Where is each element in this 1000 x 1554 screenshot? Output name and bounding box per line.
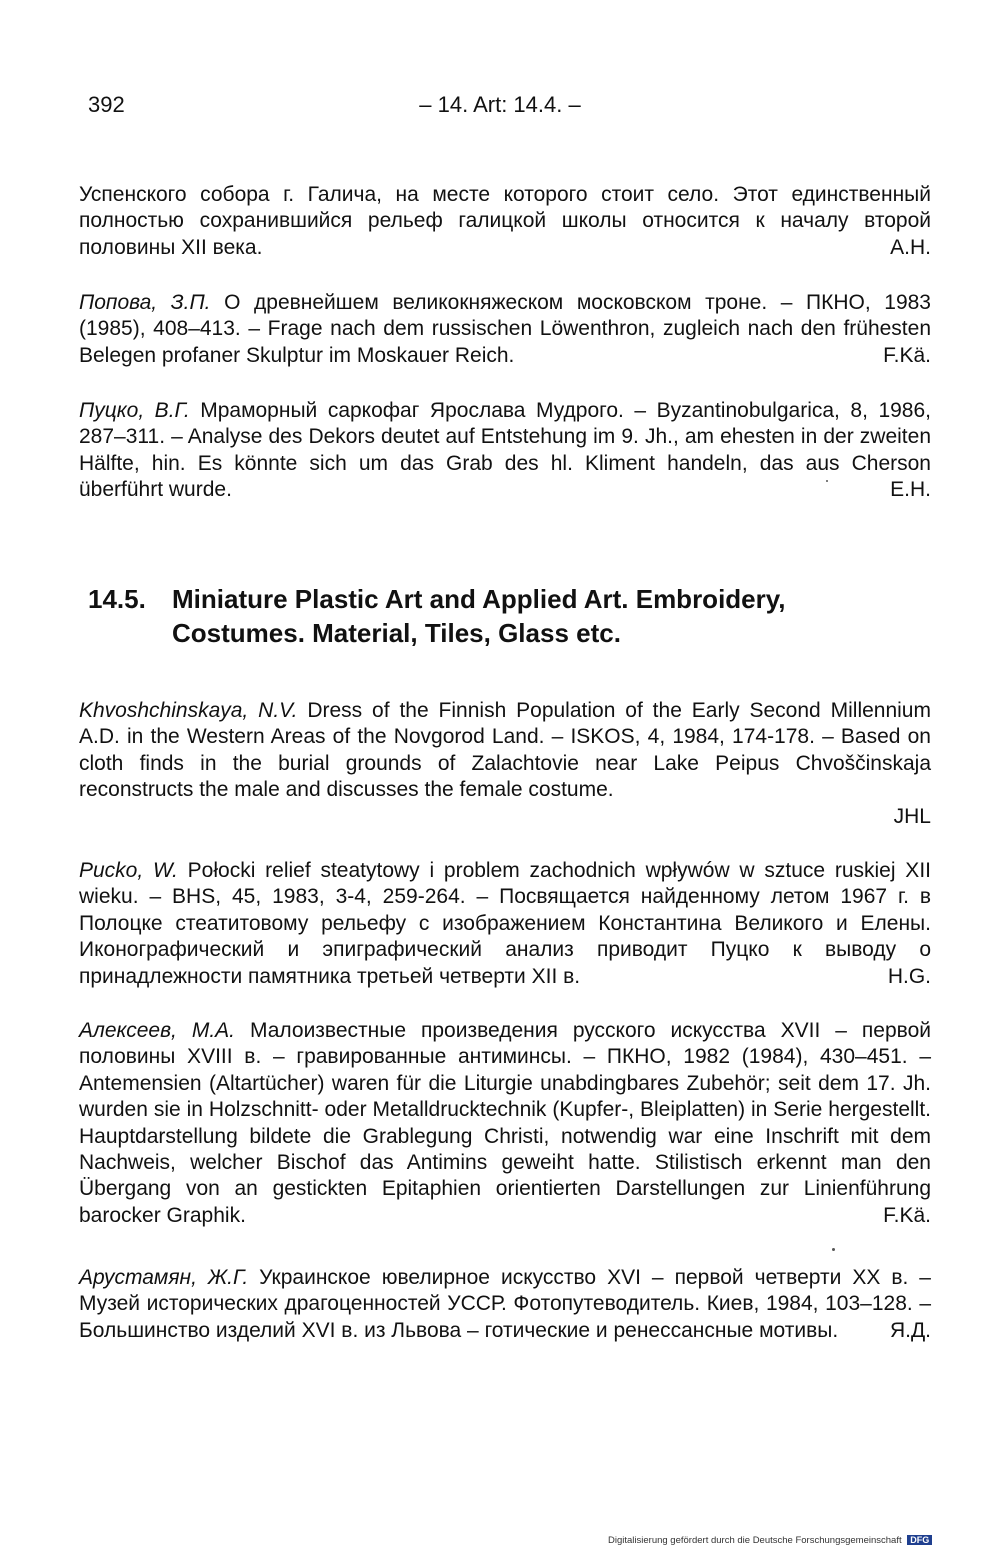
- entry-arustamyan: [79, 1265, 931, 1344]
- entry-signature: F.Kä.: [883, 1203, 931, 1227]
- entry-signature: H.G.: [887, 964, 931, 988]
- entry-signature: F.Kä.: [883, 343, 931, 367]
- section-number: 14.5.: [88, 584, 146, 614]
- page-number: 392: [88, 92, 125, 117]
- dfg-logo: DFG: [907, 1535, 932, 1545]
- entry-pucko: [79, 858, 931, 990]
- section-title-line1: Miniature Plastic Art and Applied Art. Embroidery,: [172, 584, 786, 614]
- scan-speck: [826, 480, 828, 482]
- entry-signature: E.H.: [890, 478, 931, 502]
- footer-text: Digitalisierung gefördert durch die Deutsche Forschungsgemeinschaft: [608, 1535, 902, 1546]
- entry-author: Арустамян, Ж.Г.: [79, 1266, 249, 1289]
- entry-text: Украинское ювелирное искусство XVI – первой четверти XX в. – Музей исторических драгоценностей УССР. Фотопутеводитель. Киев, 1984, 103–128. – Большинство изделий XVI в. из Львова – готические и ренессансные мотивы.: [79, 1266, 931, 1342]
- entry-signature: JHL: [893, 804, 931, 828]
- entry-text: Малоизвестные произведения русского искусства XVII – первой половины XVIII в. – гравированные антиминсы. – ПКНО, 1982 (1984), 430–451. – Antemensien (Altartücher) waren für die Liturgie unabdingbares Zubehör; seit dem 17. Jh. wurden sie in Holzschnitt- oder Metalldrucktechnik (Kupfer-, Bleiplatten) in Serie hergestellt. Hauptdarstellung bildete die Grablegung Christi, notwendig war eine Inschrift mit dem Nachweis, welcher Bischof das Antimins geweiht hatte. Stilistisch erkennt man den Übergang von an gestickten Epitaphien orientierten Darstellungen zur Linienführung barocker Graphik.: [79, 1019, 931, 1227]
- entry-khvoshchinskaya: [79, 698, 931, 830]
- entry-author: Пуцко, В.Г.: [79, 399, 190, 422]
- section-heading: [88, 582, 786, 650]
- entry-popova: [79, 290, 931, 369]
- entry-author: Pucko, W.: [79, 859, 178, 882]
- footer-credit: [608, 1535, 932, 1546]
- entry-author: Алексеев, М.А.: [79, 1019, 236, 1042]
- running-title: – 14. Art: 14.4. –: [419, 92, 581, 117]
- section-title-line2: Costumes. Material, Tiles, Glass etc.: [172, 618, 621, 648]
- entry-signature: А.Н.: [890, 235, 931, 259]
- entry-author: Khvoshchinskaya, N.V.: [79, 699, 298, 722]
- entry-putsko: [79, 398, 931, 504]
- scan-speck: [832, 1248, 835, 1251]
- entry-text: Połocki relief steatytowy i problem zachodnich wpływów w sztuce ruskiej XII wieku. – BHS, 45, 1983, 3-4, 259-264. – Посвящается найденному летом 1967 г. в Полоцке стеатитовому рельефу с изображением Константина Великого и Елены. Иконографический и эпиграфический анализ приводит Пуцко к выводу о принадлежности памятника третьей четверти XII в.: [79, 859, 931, 988]
- entry-continuation: [79, 182, 931, 261]
- entry-alekseev: [79, 1018, 931, 1229]
- entry-text: Успенского собора г. Галича, на месте которого стоит село. Этот единственный полностью сохранившийся рельеф галицкой школы относится к началу второй половины XII века.: [79, 183, 931, 259]
- entry-text: Мраморный саркофаг Ярослава Мудрого. – Byzantinobulgarica, 8, 1986, 287–311. – Analyse des Dekors deutet auf Entstehung im 9. Jh., am ehesten in der zweiten Hälfte, hin. Es könnte sich um das Grab des hl. Kliment handeln, das aus Cherson überführt wurde.: [79, 399, 931, 502]
- entry-text: О древнейшем великокняжеском московском троне. – ПКНО, 1983 (1985), 408–413. – Frage nach dem russischen Löwenthron, zugleich nach den frühesten Belegen profaner Skulptur im Moskauer Reich.: [79, 291, 931, 367]
- entry-author: Попова, З.П.: [79, 291, 211, 314]
- entry-signature: Я.Д.: [889, 1318, 931, 1342]
- entry-text: Dress of the Finnish Population of the Early Second Millennium A.D. in the Western Areas of the Novgorod Land. – ISKOS, 4, 1984, 174-178. – Based on cloth finds in the burial grounds of Zalachtovie near Lake Peipus Chvoščinskaja reconstructs the male and discusses the female costume.: [79, 699, 931, 802]
